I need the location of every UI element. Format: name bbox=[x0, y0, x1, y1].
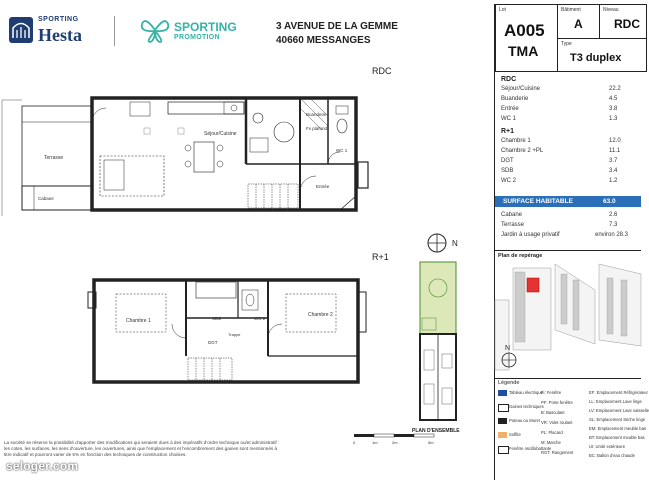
brand-promotion-small: PROMOTION bbox=[174, 34, 220, 41]
logo-divider bbox=[114, 16, 115, 46]
batiment-cell bbox=[557, 4, 601, 40]
rdc-row bbox=[501, 96, 641, 104]
butterfly-icon bbox=[140, 16, 170, 44]
lot-header-grid bbox=[495, 4, 641, 72]
reperage-title: Plan de repérage bbox=[498, 253, 543, 259]
divider bbox=[495, 250, 641, 251]
row-value: 12.0 bbox=[609, 138, 621, 144]
room-sdb: SDB bbox=[212, 316, 222, 321]
rdc-row bbox=[501, 86, 641, 94]
legend-item: EF: Emplacement Réfrigérateur bbox=[589, 390, 648, 395]
r1-row bbox=[501, 158, 641, 166]
r1-row bbox=[501, 178, 641, 186]
compass-label: N bbox=[452, 239, 458, 248]
legend-item: LL: Emplacement Lave linge bbox=[589, 399, 642, 404]
type-cell bbox=[557, 38, 647, 72]
legend-item: LV: Emplacement Lave vaisselle bbox=[589, 408, 649, 413]
surface-label: SURFACE HABITABLE bbox=[503, 198, 573, 205]
type-value: T3 duplex bbox=[570, 52, 622, 64]
legend-item: B: Basculant bbox=[541, 410, 565, 415]
lot-caption: Lot bbox=[499, 7, 506, 13]
rdc-section-title: RDC bbox=[501, 76, 517, 83]
niveau-cell bbox=[599, 4, 647, 40]
extra-row bbox=[501, 232, 641, 240]
row-value: 3.7 bbox=[609, 158, 618, 164]
room-wc2: WC 2 bbox=[254, 316, 266, 321]
address-line-2: 40660 MESSANGES bbox=[276, 35, 371, 46]
property-address bbox=[276, 20, 398, 48]
disclaimer-line-1: La société se réserve la possibilité d'apporter des modifications qui seraient dues à des impératifs d'ordre technique ou/et administratif : bbox=[4, 440, 280, 445]
lot-info-panel bbox=[494, 4, 649, 480]
duct-icon bbox=[498, 404, 509, 412]
label-faux-plafond: Fx plafond bbox=[306, 126, 328, 131]
row-value: environ 28.3 bbox=[595, 232, 629, 238]
address-line-1: 3 AVENUE DE LA GEMME bbox=[276, 21, 398, 32]
legend-item: Fenêtre oscillobattante bbox=[509, 446, 552, 451]
disclaimer-text bbox=[4, 440, 294, 458]
row-value: 11.1 bbox=[609, 148, 621, 154]
niveau-value: RDC bbox=[614, 17, 640, 31]
rdc-level-label: RDC bbox=[372, 66, 392, 76]
row-name: Jardin à usage privatif bbox=[501, 232, 560, 238]
room-entree: Entrée bbox=[316, 184, 330, 189]
row-value: 4.5 bbox=[609, 96, 618, 102]
room-cabane: Cabane bbox=[38, 196, 54, 201]
r1-row bbox=[501, 138, 641, 146]
logo-sporting-promotion bbox=[140, 14, 260, 50]
row-name: Chambre 2 +PL bbox=[501, 148, 544, 154]
location-plan-compass-label: N bbox=[505, 345, 511, 352]
tilt-window-icon bbox=[498, 446, 509, 454]
legend-title: Légende bbox=[498, 380, 520, 386]
pillar-icon bbox=[498, 418, 507, 424]
row-name: Buanderie bbox=[501, 96, 529, 102]
rdc-row bbox=[501, 106, 641, 114]
r1-row bbox=[501, 168, 641, 176]
brand-hesta-big: Hesta bbox=[38, 25, 82, 45]
electric-panel-icon bbox=[498, 390, 507, 396]
lot-type: TMA bbox=[508, 43, 539, 59]
row-name: WC 1 bbox=[501, 116, 516, 122]
r1-section-title: R+1 bbox=[501, 128, 515, 135]
hesta-emblem-icon bbox=[8, 16, 34, 44]
niveau-caption: Niveau bbox=[603, 7, 619, 13]
row-value: 22.2 bbox=[609, 86, 621, 92]
room-dgt: DGT bbox=[208, 340, 218, 345]
label-trappe: Trappe bbox=[228, 332, 241, 337]
surface-value: 63.0 bbox=[603, 198, 616, 205]
soffit-icon bbox=[498, 432, 507, 438]
site-plan-label: PLAN D'ENSEMBLE bbox=[412, 428, 460, 434]
legend-item: Fi: Fenêtre bbox=[541, 390, 562, 395]
room-chambre2: Chambre 2 bbox=[308, 312, 333, 318]
extra-row bbox=[501, 212, 641, 220]
row-name: DGT bbox=[501, 158, 514, 164]
location-plan bbox=[495, 260, 641, 376]
extra-row bbox=[501, 222, 641, 230]
legend-item: RGT: Rangement bbox=[541, 450, 574, 455]
site-plan bbox=[416, 258, 464, 426]
r1-floor-plan bbox=[86, 274, 372, 402]
r1-row bbox=[501, 148, 641, 156]
row-name: Chambre 1 bbox=[501, 138, 531, 144]
logo-sporting-hesta bbox=[8, 14, 108, 50]
room-buanderie: Buanderie bbox=[306, 112, 327, 117]
batiment-value: A bbox=[574, 17, 583, 31]
brand-hesta-small: SPORTING bbox=[38, 16, 79, 23]
legend-item: PL: Placard bbox=[541, 430, 563, 435]
scale-2m: 2m bbox=[392, 440, 398, 445]
row-name: Cabane bbox=[501, 212, 523, 218]
row-value: 3.4 bbox=[609, 168, 618, 174]
lot-cell bbox=[495, 4, 559, 72]
legend-item: SL: Emplacement Sèche linge bbox=[589, 417, 646, 422]
rdc-floor-plan bbox=[0, 92, 372, 218]
r1-level-label: R+1 bbox=[372, 252, 389, 262]
scale-0: 0 bbox=[353, 440, 356, 445]
row-name: Entrée bbox=[501, 106, 519, 112]
legend-item: Poteau ou Muret bbox=[509, 418, 540, 423]
watermark: seloger.com bbox=[6, 459, 79, 473]
room-chambre1: Chambre 1 bbox=[126, 318, 151, 324]
legend-item: UI: Unité extérieure bbox=[589, 444, 626, 449]
divider bbox=[495, 378, 641, 379]
row-name: Terrasse bbox=[501, 222, 525, 228]
batiment-caption: Bâtiment bbox=[561, 7, 581, 13]
disclaimer-line-3: titre indicatif et pourront varier de 5% en fonction des techniques de construction choisies. bbox=[4, 452, 187, 457]
row-value: 1.3 bbox=[609, 116, 618, 122]
legend-item: PF: Porte fenêtre bbox=[541, 400, 573, 405]
legend-item: BC: Ballon d'eau chaude bbox=[589, 453, 635, 458]
legend-item: BT: Emplacement meuble bas bbox=[589, 435, 645, 440]
room-terrasse: Terrasse bbox=[44, 155, 64, 161]
disclaimer-line-2: les cotes, les surfaces, les sens d'ouverture, les ouvertures, ainsi que l'emplacement et l'encombrement des gaines sont mentionnés à bbox=[4, 446, 278, 451]
row-value: 1.2 bbox=[609, 178, 618, 184]
row-name: Séjour/Cuisine bbox=[501, 86, 541, 92]
legend-item: EM: Emplacement meuble bas bbox=[589, 426, 647, 431]
rdc-row bbox=[501, 116, 641, 124]
legend-item: Gaines techniques bbox=[509, 404, 544, 409]
scale-bar bbox=[352, 432, 442, 446]
legend-item: Tableau électrique bbox=[509, 390, 543, 395]
row-name: WC 2 bbox=[501, 178, 516, 184]
row-name: SDB bbox=[501, 168, 514, 174]
scale-1m: 1m bbox=[372, 440, 378, 445]
compass-north-icon bbox=[426, 232, 466, 254]
scale-5m: 5m bbox=[428, 440, 434, 445]
row-value: 7.3 bbox=[609, 222, 618, 228]
legend-item: VR: Volet roulant bbox=[541, 420, 573, 425]
type-caption: Type bbox=[561, 41, 572, 47]
row-value: 2.6 bbox=[609, 212, 618, 218]
row-value: 3.8 bbox=[609, 106, 618, 112]
surface-habitable-bar bbox=[495, 196, 641, 207]
room-wc1: WC 1 bbox=[336, 148, 348, 153]
room-sejour-cuisine: Séjour/Cuisine bbox=[204, 131, 237, 137]
legend-item: M: Marche bbox=[541, 440, 561, 445]
legend-item: Soffite bbox=[509, 432, 521, 437]
brand-promotion-big: SPORTING bbox=[174, 20, 237, 34]
lot-value: A005 bbox=[504, 21, 545, 40]
